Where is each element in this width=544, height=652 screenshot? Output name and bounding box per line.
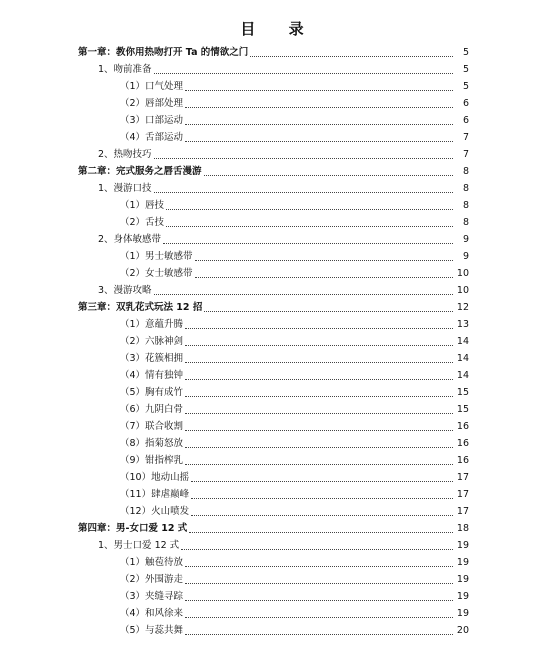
toc-dot-leader bbox=[191, 498, 453, 499]
toc-entry-text: （5）与蕊共舞 bbox=[120, 625, 184, 636]
toc-subsection-entry[interactable] bbox=[0, 112, 544, 129]
toc-dot-leader bbox=[154, 73, 453, 74]
toc-page-number: 13 bbox=[456, 319, 469, 330]
toc-dot-leader bbox=[185, 634, 453, 635]
toc-dot-leader bbox=[191, 515, 453, 516]
toc-subsection-entry[interactable] bbox=[0, 401, 544, 418]
toc-page-number: 16 bbox=[456, 455, 469, 466]
toc-dot-leader bbox=[154, 294, 453, 295]
toc-dot-leader bbox=[204, 311, 453, 312]
toc-entry-text: （2）女士敏感带 bbox=[120, 268, 193, 279]
toc-entry-text: （4）和风徐来 bbox=[120, 608, 184, 619]
toc-page-number: 16 bbox=[456, 438, 469, 449]
toc-dot-leader bbox=[154, 158, 453, 159]
toc-dot-leader bbox=[185, 396, 453, 397]
toc-dot-leader bbox=[154, 192, 453, 193]
toc-dot-leader bbox=[204, 175, 453, 176]
toc-page-number: 14 bbox=[456, 336, 469, 347]
toc-chapter-entry[interactable] bbox=[0, 299, 544, 316]
toc-dot-leader bbox=[185, 583, 453, 584]
toc-page-number: 6 bbox=[462, 98, 469, 109]
toc-subsection-entry[interactable] bbox=[0, 248, 544, 265]
toc-title: 目 录 bbox=[240, 20, 318, 38]
toc-page-number: 17 bbox=[456, 472, 469, 483]
toc-dot-leader bbox=[191, 481, 453, 482]
toc-entry-text: 第三章：双乳花式玩法 12 招 bbox=[78, 302, 203, 313]
toc-section-entry[interactable] bbox=[0, 231, 544, 248]
toc-entry-text: （10）地动山摇 bbox=[120, 472, 190, 483]
toc-entry-text: （3）花簇相拥 bbox=[120, 353, 184, 364]
toc-subsection-entry[interactable] bbox=[0, 503, 544, 520]
toc-dot-leader bbox=[185, 141, 453, 142]
toc-dot-leader bbox=[185, 430, 453, 431]
toc-entry-text: （9）钳指榨乳 bbox=[120, 455, 184, 466]
toc-page-number: 14 bbox=[456, 370, 469, 381]
toc-page-number: 12 bbox=[456, 302, 469, 313]
toc-entry-text: （3）夹缝寻踪 bbox=[120, 591, 184, 602]
toc-page-number: 8 bbox=[462, 166, 469, 177]
toc-dot-leader bbox=[185, 566, 453, 567]
toc-dot-leader bbox=[166, 226, 453, 227]
toc-page-number: 5 bbox=[462, 47, 469, 58]
toc-subsection-entry[interactable] bbox=[0, 367, 544, 384]
toc-dot-leader bbox=[185, 124, 453, 125]
toc-dot-leader bbox=[166, 209, 453, 210]
toc-subsection-entry[interactable] bbox=[0, 333, 544, 350]
toc-chapter-entry[interactable] bbox=[0, 163, 544, 180]
toc-entry-text: （5）胸有成竹 bbox=[120, 387, 184, 398]
toc-page-number: 8 bbox=[462, 183, 469, 194]
toc-page-number: 7 bbox=[462, 132, 469, 143]
toc-page-number: 9 bbox=[462, 234, 469, 245]
toc-page-number: 16 bbox=[456, 421, 469, 432]
toc-dot-leader bbox=[185, 90, 453, 91]
toc-section-entry[interactable] bbox=[0, 537, 544, 554]
toc-dot-leader bbox=[185, 447, 453, 448]
toc-dot-leader bbox=[185, 328, 453, 329]
toc-subsection-entry[interactable] bbox=[0, 571, 544, 588]
toc-section-entry[interactable] bbox=[0, 180, 544, 197]
toc-entry-text: （1）意蕴升腾 bbox=[120, 319, 184, 330]
toc-chapter-entry[interactable] bbox=[0, 520, 544, 537]
toc-subsection-entry[interactable] bbox=[0, 435, 544, 452]
toc-dot-leader bbox=[181, 549, 453, 550]
toc-subsection-entry[interactable] bbox=[0, 622, 544, 639]
toc-entry-text: （12）火山喷发 bbox=[120, 506, 190, 517]
toc-page-number: 5 bbox=[462, 64, 469, 75]
toc-dot-leader bbox=[185, 362, 453, 363]
toc-page-number: 19 bbox=[456, 557, 469, 568]
toc-page-number: 5 bbox=[462, 81, 469, 92]
toc-page-number: 20 bbox=[456, 625, 469, 636]
toc-entry-text: 1、男士口爱 12 式 bbox=[98, 540, 180, 551]
toc-page-number: 10 bbox=[456, 268, 469, 279]
toc-page-number: 19 bbox=[456, 608, 469, 619]
toc-page-number: 6 bbox=[462, 115, 469, 126]
toc-page-number: 14 bbox=[456, 353, 469, 364]
toc-page-number: 17 bbox=[456, 489, 469, 500]
toc-entry-text: （3）口部运动 bbox=[120, 115, 184, 126]
toc-page-number: 8 bbox=[462, 200, 469, 211]
toc-entry-text: 第一章：教你用热吻打开 Ta 的情欲之门 bbox=[78, 47, 249, 58]
toc-subsection-entry[interactable] bbox=[0, 129, 544, 146]
toc-section-entry[interactable] bbox=[0, 61, 544, 78]
toc-page-number: 19 bbox=[456, 540, 469, 551]
toc-page-number: 17 bbox=[456, 506, 469, 517]
toc-entry-text: 第二章：完式服务之唇舌漫游 bbox=[78, 166, 202, 177]
toc-entry-text: 3、漫游攻略 bbox=[98, 285, 152, 296]
toc-page-number: 15 bbox=[456, 387, 469, 398]
toc-subsection-entry[interactable] bbox=[0, 316, 544, 333]
toc-entry-text: 第四章：男-女口爱 12 式 bbox=[78, 523, 188, 534]
toc-page-number: 8 bbox=[462, 217, 469, 228]
toc-dot-leader bbox=[185, 345, 453, 346]
toc-section-entry[interactable] bbox=[0, 146, 544, 163]
toc-subsection-entry[interactable] bbox=[0, 588, 544, 605]
toc-page-number: 15 bbox=[456, 404, 469, 415]
toc-dot-leader bbox=[185, 600, 453, 601]
toc-page-number: 19 bbox=[456, 591, 469, 602]
toc-entry-text: 2、热吻技巧 bbox=[98, 149, 152, 160]
toc-list bbox=[0, 44, 544, 639]
toc-entry-text: （2）六脉神剑 bbox=[120, 336, 184, 347]
toc-entry-text: （2）外围游走 bbox=[120, 574, 184, 585]
toc-chapter-entry[interactable] bbox=[0, 44, 544, 61]
toc-section-entry[interactable] bbox=[0, 282, 544, 299]
toc-subsection-entry[interactable] bbox=[0, 486, 544, 503]
toc-page-number: 19 bbox=[456, 574, 469, 585]
toc-dot-leader bbox=[163, 243, 453, 244]
toc-dot-leader bbox=[189, 532, 453, 533]
toc-page-number: 9 bbox=[462, 251, 469, 262]
toc-entry-text: （7）联合收割 bbox=[120, 421, 184, 432]
toc-dot-leader bbox=[195, 260, 453, 261]
toc-entry-text: 1、漫游口技 bbox=[98, 183, 152, 194]
toc-page-number: 18 bbox=[456, 523, 469, 534]
toc-dot-leader bbox=[195, 277, 453, 278]
toc-subsection-entry[interactable] bbox=[0, 605, 544, 622]
toc-subsection-entry[interactable] bbox=[0, 350, 544, 367]
toc-entry-text: （1）男士敏感带 bbox=[120, 251, 193, 262]
toc-page-number: 10 bbox=[456, 285, 469, 296]
toc-subsection-entry[interactable] bbox=[0, 418, 544, 435]
toc-entry-text: （8）指菊怒放 bbox=[120, 438, 184, 449]
toc-dot-leader bbox=[185, 617, 453, 618]
toc-entry-text: （2）唇部处理 bbox=[120, 98, 184, 109]
toc-entry-text: （11）肆虐巅峰 bbox=[120, 489, 190, 500]
toc-entry-text: 2、身体敏感带 bbox=[98, 234, 162, 245]
toc-subsection-entry[interactable] bbox=[0, 78, 544, 95]
toc-entry-text: 1、吻前准备 bbox=[98, 64, 152, 75]
toc-entry-text: （1）触苞待放 bbox=[120, 557, 184, 568]
toc-subsection-entry[interactable] bbox=[0, 452, 544, 469]
toc-entry-text: （4）情有独钟 bbox=[120, 370, 184, 381]
toc-subsection-entry[interactable] bbox=[0, 469, 544, 486]
toc-subsection-entry[interactable] bbox=[0, 95, 544, 112]
toc-entry-text: （6）九阴白骨 bbox=[120, 404, 184, 415]
toc-subsection-entry[interactable] bbox=[0, 554, 544, 571]
toc-entry-text: （2）舌技 bbox=[120, 217, 165, 228]
toc-entry-text: （1）口气处理 bbox=[120, 81, 184, 92]
toc-dot-leader bbox=[185, 379, 453, 380]
toc-dot-leader bbox=[185, 413, 453, 414]
toc-subsection-entry[interactable] bbox=[0, 265, 544, 282]
toc-dot-leader bbox=[250, 56, 453, 57]
toc-subsection-entry[interactable] bbox=[0, 197, 544, 214]
toc-entry-text: （1）唇技 bbox=[120, 200, 165, 211]
toc-subsection-entry[interactable] bbox=[0, 214, 544, 231]
toc-dot-leader bbox=[185, 464, 453, 465]
toc-subsection-entry[interactable] bbox=[0, 384, 544, 401]
toc-dot-leader bbox=[185, 107, 453, 108]
toc-entry-text: （4）舌部运动 bbox=[120, 132, 184, 143]
toc-page-number: 7 bbox=[462, 149, 469, 160]
